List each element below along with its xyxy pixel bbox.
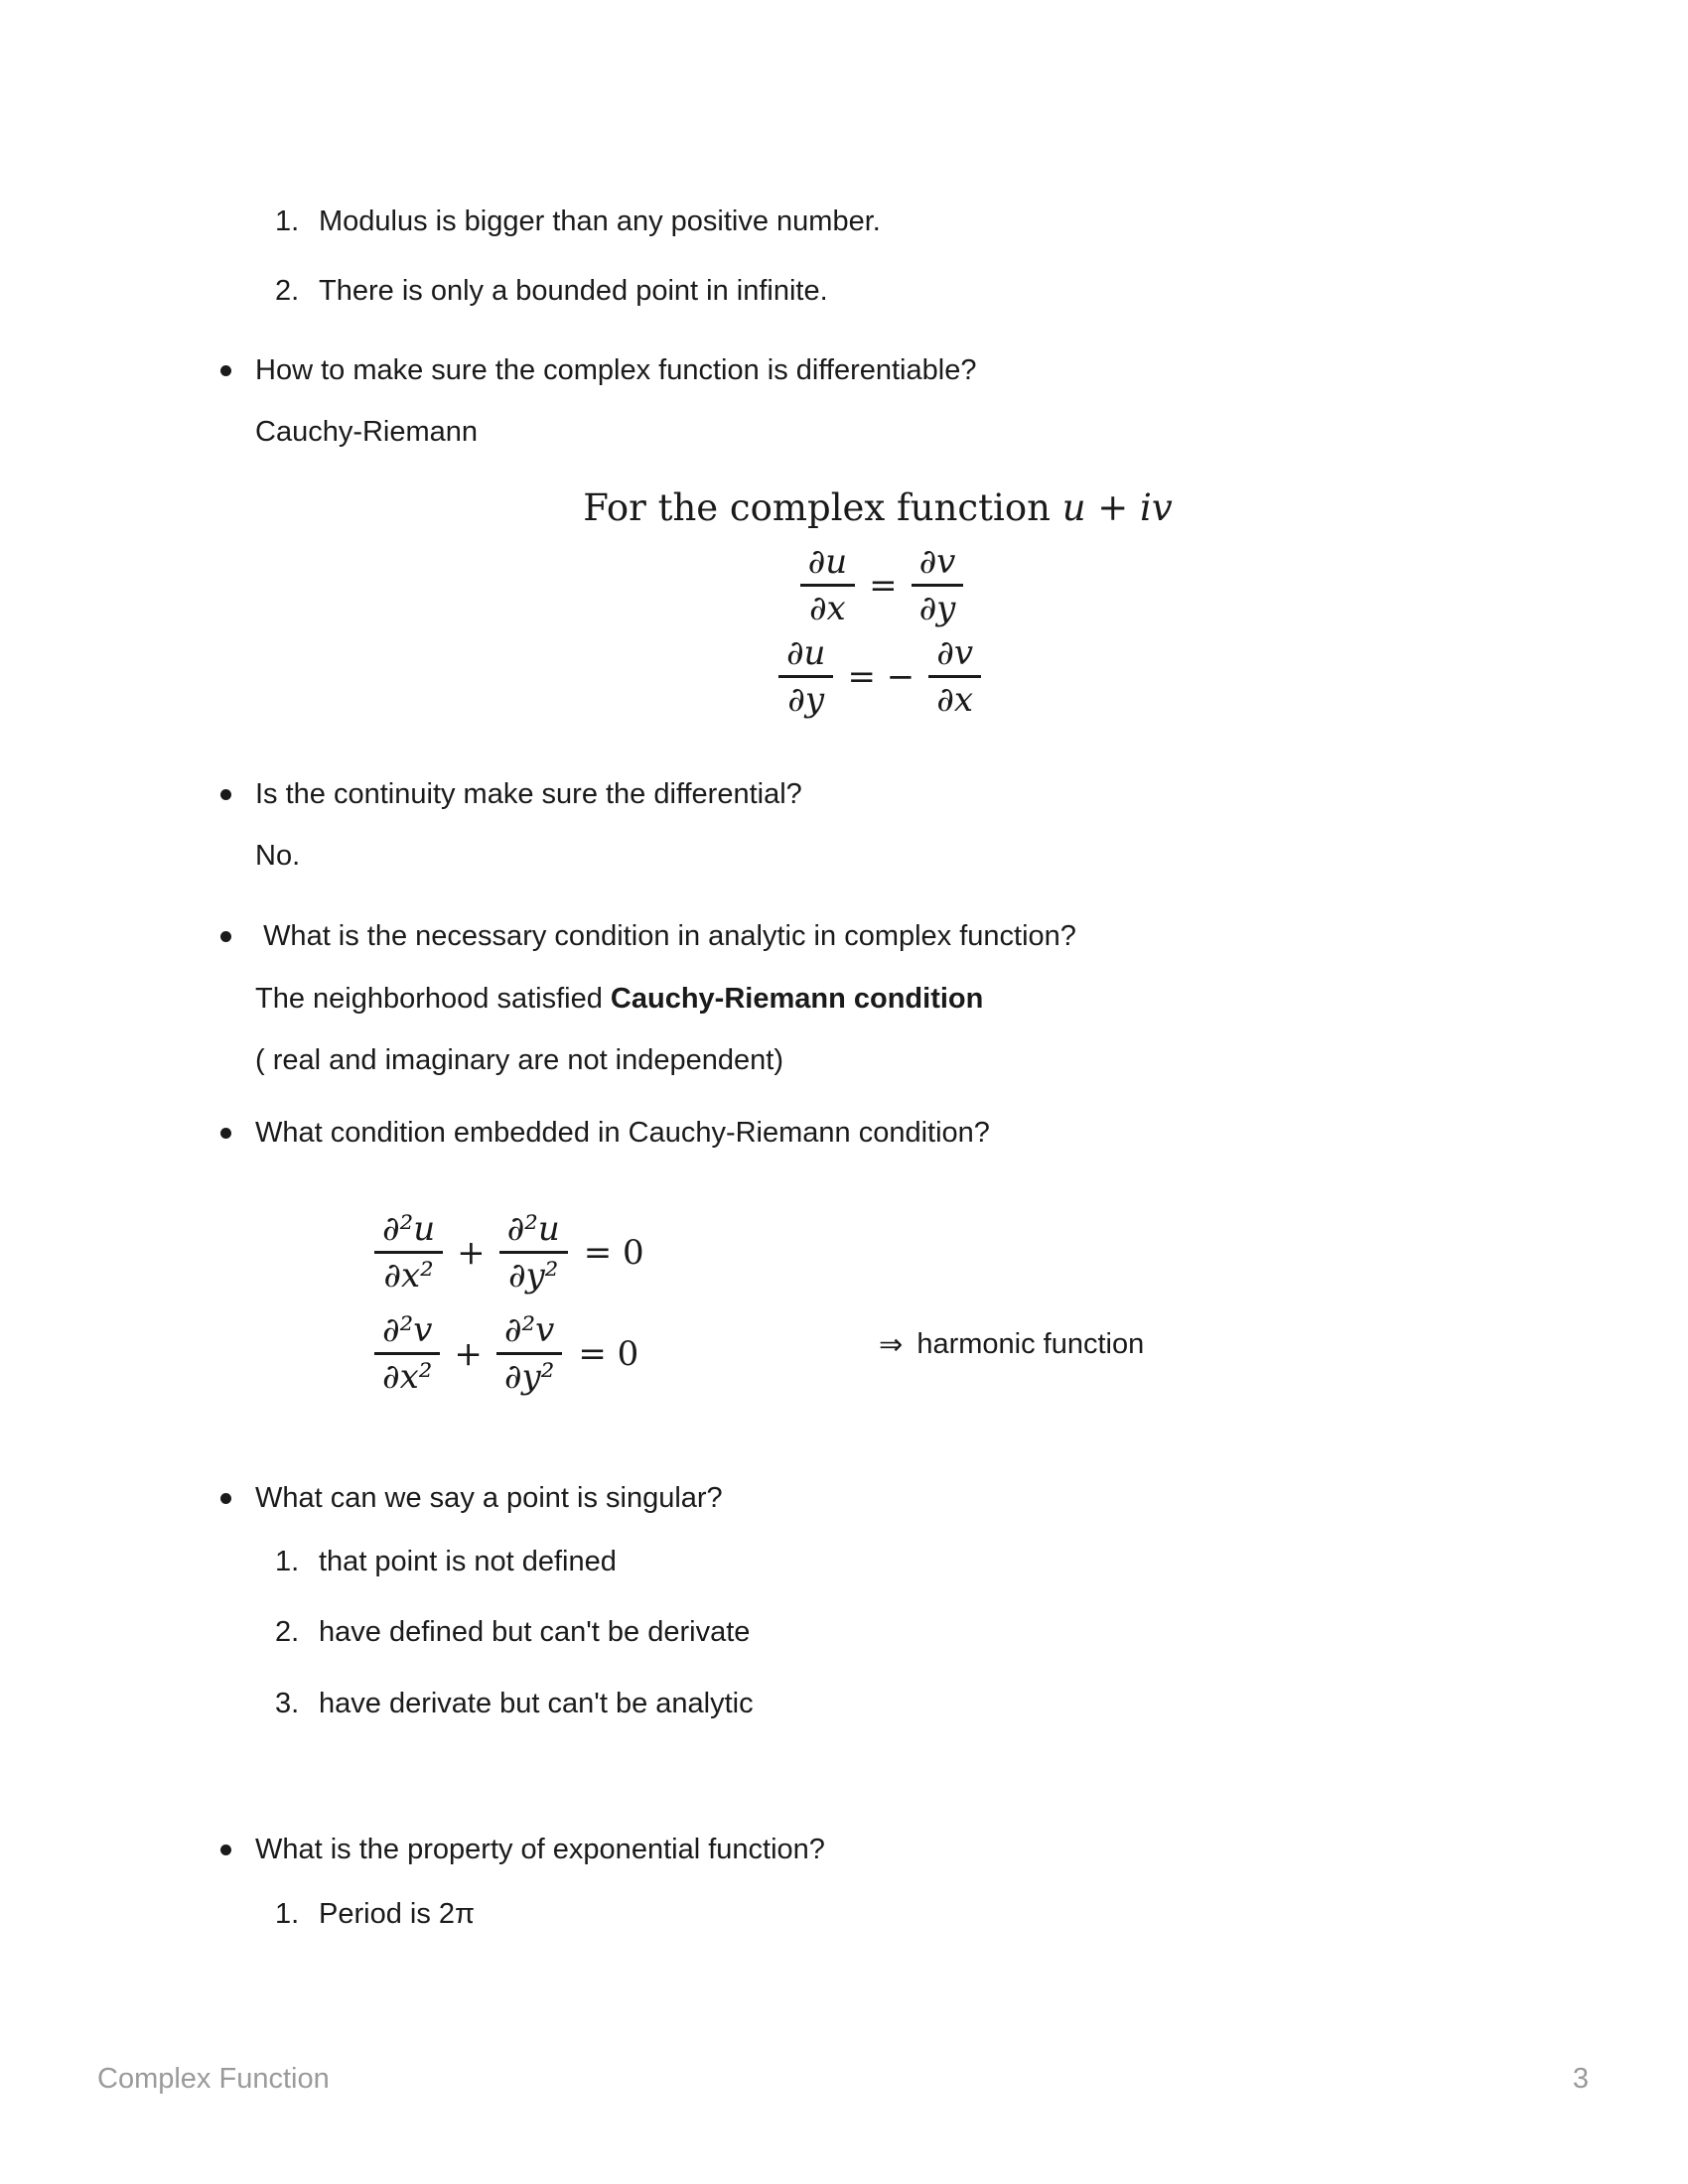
equation-laplace-line1 bbox=[374, 1209, 644, 1296]
list-number: 1. bbox=[275, 205, 300, 237]
list-item-text: Modulus is bigger than any positive number. bbox=[319, 205, 881, 237]
numbered-item bbox=[275, 1611, 750, 1653]
fraction-denominator: ∂x bbox=[800, 584, 855, 628]
question-text: What condition embedded in Cauchy-Riemann condition? bbox=[255, 1117, 990, 1149]
fraction-numerator: ∂v bbox=[918, 542, 956, 582]
bullet-marker bbox=[220, 1128, 231, 1139]
fraction-numerator: ∂u bbox=[807, 542, 848, 582]
footer-document-title: Complex Function bbox=[97, 2063, 330, 2095]
plus-sign: + bbox=[457, 1232, 486, 1273]
fraction-denominator: ∂y² bbox=[499, 1251, 568, 1296]
fraction-denominator: ∂y² bbox=[496, 1352, 562, 1397]
fraction-numerator: ∂²u bbox=[506, 1209, 560, 1249]
bullet-marker bbox=[220, 789, 231, 800]
fraction bbox=[496, 1310, 562, 1397]
question-text: What is the property of exponential function? bbox=[255, 1834, 825, 1865]
list-item-text: that point is not defined bbox=[319, 1546, 617, 1577]
fraction-numerator: ∂v bbox=[936, 633, 974, 673]
fraction bbox=[499, 1209, 568, 1296]
equation-cr-line1 bbox=[0, 542, 1688, 628]
fraction-denominator: ∂y bbox=[912, 584, 964, 628]
answer-prefix: The neighborhood satisfied bbox=[255, 983, 611, 1015]
bullet-marker bbox=[220, 365, 231, 376]
fraction-numerator: ∂²v bbox=[503, 1310, 555, 1350]
list-item-text: have derivate but can't be analytic bbox=[319, 1688, 754, 1719]
answer-note: ( real and imaginary are not independent) bbox=[255, 1044, 783, 1076]
answer-text bbox=[255, 978, 983, 1020]
list-number: 3. bbox=[275, 1688, 300, 1719]
fraction-numerator: ∂²v bbox=[382, 1310, 433, 1350]
question-text: What can we say a point is singular? bbox=[255, 1482, 723, 1514]
question-text: How to make sure the complex function is differentiable? bbox=[255, 354, 977, 386]
list-number: 1. bbox=[275, 1546, 300, 1577]
bullet-question bbox=[220, 1829, 825, 1870]
plus-sign: + bbox=[454, 1333, 483, 1374]
answer-bold-term: Cauchy-Riemann condition bbox=[610, 983, 984, 1015]
fraction bbox=[928, 633, 981, 720]
fraction-numerator: ∂u bbox=[785, 633, 826, 673]
equals-minus-sign: = − bbox=[847, 656, 915, 697]
answer-text: No. bbox=[255, 840, 301, 872]
fraction-denominator: ∂x bbox=[928, 675, 981, 720]
numbered-item bbox=[275, 1541, 617, 1582]
equals-zero: = 0 bbox=[578, 1333, 639, 1374]
list-item-text: have defined but can't be derivate bbox=[319, 1616, 751, 1648]
bullet-question bbox=[220, 1477, 723, 1519]
list-item-text: Period is 2π bbox=[319, 1898, 476, 1930]
fraction bbox=[374, 1209, 443, 1296]
footer-page-number: 3 bbox=[1572, 2063, 1589, 2095]
numbered-item bbox=[275, 270, 828, 312]
annotation-text: harmonic function bbox=[916, 1328, 1145, 1360]
bullet-marker bbox=[220, 1844, 231, 1855]
question-text: What is the necessary condition in analytic in complex function? bbox=[255, 920, 1076, 952]
bullet-question bbox=[220, 915, 1076, 957]
list-number: 2. bbox=[275, 275, 300, 307]
bullet-marker bbox=[220, 1493, 231, 1504]
bullet-question bbox=[220, 349, 976, 391]
fraction-denominator: ∂x² bbox=[374, 1251, 443, 1296]
fraction-numerator: ∂²u bbox=[382, 1209, 436, 1249]
fraction-denominator: ∂y bbox=[778, 675, 833, 720]
harmonic-annotation bbox=[879, 1323, 1144, 1365]
equation-cr-line2 bbox=[0, 633, 1688, 720]
fraction bbox=[912, 542, 964, 628]
equation-intro-math: u + iv bbox=[1061, 486, 1173, 529]
fraction bbox=[800, 542, 855, 628]
bullet-question bbox=[220, 773, 802, 815]
implies-arrow-icon: ⇒ bbox=[879, 1328, 904, 1361]
list-number: 1. bbox=[275, 1898, 300, 1930]
fraction-denominator: ∂x² bbox=[374, 1352, 440, 1397]
list-number: 2. bbox=[275, 1616, 300, 1648]
numbered-item bbox=[275, 1683, 754, 1724]
equation-cauchy-riemann-intro bbox=[0, 486, 1688, 530]
equation-laplace-line2 bbox=[374, 1310, 638, 1397]
fraction bbox=[778, 633, 833, 720]
list-item-text: There is only a bounded point in infinite. bbox=[319, 275, 828, 307]
equation-intro-text: For the complex function bbox=[583, 486, 1062, 529]
bullet-marker bbox=[220, 931, 231, 942]
equals-sign: = bbox=[869, 565, 898, 606]
numbered-item bbox=[275, 1893, 475, 1935]
fraction bbox=[374, 1310, 440, 1397]
question-text: Is the continuity make sure the differential? bbox=[255, 778, 802, 810]
bullet-question bbox=[220, 1112, 990, 1154]
numbered-item bbox=[275, 201, 881, 242]
answer-text: Cauchy-Riemann bbox=[255, 416, 479, 448]
equals-zero: = 0 bbox=[583, 1232, 644, 1273]
